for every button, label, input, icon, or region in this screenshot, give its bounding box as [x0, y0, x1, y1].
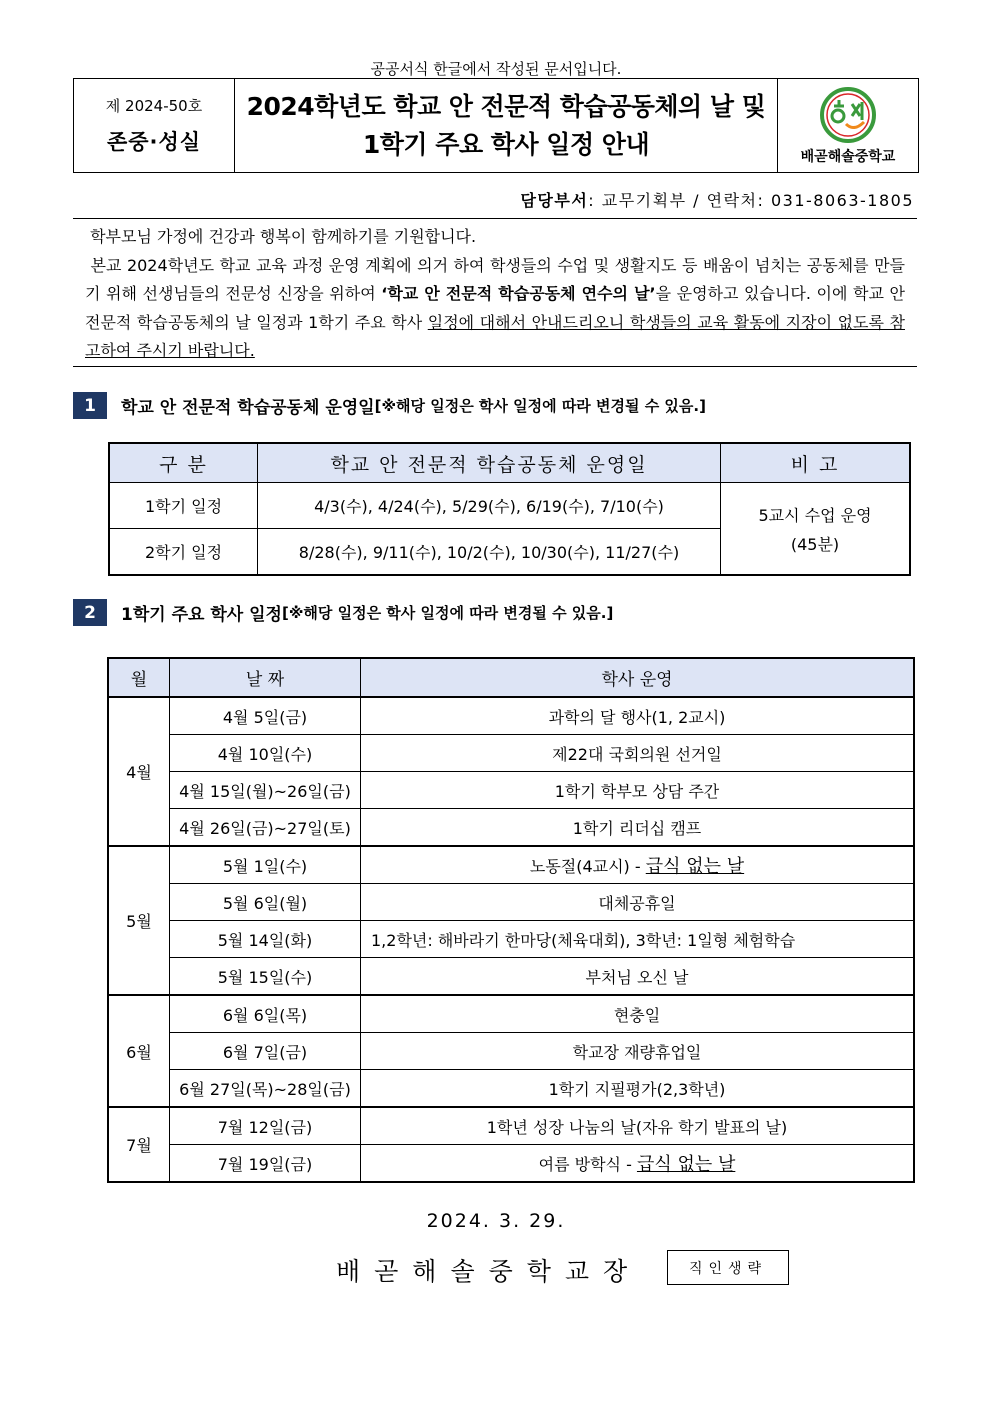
section-2-note: [※해당 일정은 학사 일정에 따라 변경될 수 있음.]: [281, 604, 614, 622]
table-row: [108, 697, 914, 735]
month-cell: 4월: [108, 697, 170, 846]
table-row: [108, 995, 914, 1033]
section-1-note: [※해당 일정은 학사 일정에 따라 변경될 수 있음.]: [374, 397, 706, 415]
month-cell: 6월: [108, 995, 170, 1107]
term-cell: 1학기 일정: [109, 483, 258, 529]
remark-line-2: (45분): [790, 534, 840, 554]
table-row: [108, 921, 914, 958]
intro-greeting-text: 학부모님 가정에 건강과 행복이 함께하기를 기원합니다.: [90, 227, 477, 246]
event-cell: 과학의 달 행사(1, 2교시): [361, 697, 915, 735]
table-row: [108, 884, 914, 921]
table-row: [108, 958, 914, 996]
event-cell: 1학년 성장 나눔의 날(자유 학기 발표의 날): [361, 1107, 915, 1145]
date-cell: 6월 7일(금): [170, 1033, 361, 1070]
date-cell: 6월 27일(목)~28일(금): [170, 1070, 361, 1108]
school-motto: 존중·성실: [106, 130, 202, 154]
dates-cell: 8/28(수), 9/11(수), 10/2(수), 10/30(수), 11/27(수): [258, 529, 721, 576]
plc-schedule-table: [108, 442, 911, 576]
section-1-title: [73, 392, 706, 419]
event-underlined: 급식 없는 날: [636, 1154, 736, 1175]
top-note: 공공서식 한글에서 작성된 문서입니다.: [370, 60, 622, 78]
month-cell: 5월: [108, 846, 170, 995]
table-header: 날 짜: [170, 658, 361, 697]
event-cell: 1,2학년: 해바라기 한마당(체육대회), 3학년: 1일형 체험학습: [361, 921, 915, 958]
document-header: [73, 78, 919, 173]
logo-school-name: 배곧해솔중학교: [800, 148, 896, 165]
header-left: [74, 79, 235, 172]
school-logo: [778, 79, 918, 172]
remark-line-1: 5교시 수업 운영: [758, 505, 872, 525]
event-cell: 현충일: [361, 995, 915, 1033]
document-number: 제 2024-50호: [105, 97, 203, 115]
issue-date: 2024. 3. 29.: [426, 1210, 566, 1232]
section-1-heading: 학교 안 전문적 학습공동체 운영일: [121, 398, 375, 418]
dept-value: : 교무기획부 /: [588, 191, 707, 210]
section-2-title: [73, 599, 613, 626]
school-emblem-icon: [816, 86, 880, 144]
phone-value: : 031-8063-1805: [757, 191, 914, 210]
intro-body-b: 을 운영하고 있습니다. 이에 학교 안 전문적 학습공동체의 날 일정과 1학기 주요 학사: [85, 284, 905, 332]
table-header: 구 분: [109, 443, 258, 483]
table-header: 비 고: [721, 443, 911, 483]
dept-label: 담당부서: [520, 191, 589, 210]
table-header: 월: [108, 658, 170, 697]
intro-body-underlined: 일정에 대해서 안내드리오니 학생들의 교육 활동에 지장이 없도록 참고하여 주시기 바랍니다.: [85, 312, 905, 360]
date-cell: 4월 10일(수): [170, 735, 361, 772]
intro-text: [73, 218, 917, 367]
date-cell: 4월 15일(월)~26일(금): [170, 772, 361, 809]
date-cell: 7월 19일(금): [170, 1145, 361, 1183]
event-text: 여름 방학식 -: [538, 1155, 637, 1174]
phone-label: 연락처: [706, 191, 758, 210]
table-row: [108, 1145, 914, 1183]
month-cell: 7월: [108, 1107, 170, 1182]
event-cell: 제22대 국회의원 선거일: [361, 735, 915, 772]
table-row: [108, 772, 914, 809]
date-cell: 5월 14일(화): [170, 921, 361, 958]
remark-cell: [721, 483, 911, 576]
section-2-heading: 1학기 주요 학사 일정: [121, 605, 282, 625]
seal-omitted-box: 직인생략: [667, 1250, 789, 1285]
event-cell: 부처님 오신 날: [361, 958, 915, 996]
contact-info: [520, 188, 914, 211]
table-row: [109, 483, 910, 529]
date-cell: 6월 6일(목): [170, 995, 361, 1033]
term-cell: 2학기 일정: [109, 529, 258, 576]
table-row: [108, 809, 914, 847]
table-row: [108, 846, 914, 884]
intro-body-bold: ‘학교 안 전문적 학습공동체 연수의 날’: [381, 284, 656, 303]
event-cell: 대체공휴일: [361, 884, 915, 921]
date-cell: 7월 12일(금): [170, 1107, 361, 1145]
title-line-2: 1학기 주요 학사 일정 안내: [362, 129, 650, 159]
section-2-number: 2: [73, 599, 107, 626]
date-cell: 5월 1일(수): [170, 846, 361, 884]
section-1-number: 1: [73, 392, 107, 419]
event-cell: 학교장 재량휴업일: [361, 1033, 915, 1070]
document-title: [235, 79, 778, 172]
table-row: [108, 1033, 914, 1070]
table-row: [108, 735, 914, 772]
event-cell: 1학기 리더십 캠프: [361, 809, 915, 847]
table-header: 학사 운영: [361, 658, 915, 697]
intro-body-a: 본교 2024학년도 학교 교육 과정 운영 계획에 의거 하여 학생들의 수업 및 생활지도 등 배움이 넘치는 공동체를 만들기 위해 선생님들의 전문성 신장을 위하여: [85, 255, 905, 303]
title-line-1: 2024학년도 학교 안 전문적 학습공동체의 날 및: [246, 91, 766, 121]
academic-schedule-table: [107, 657, 915, 1183]
event-cell: 1학기 학부모 상담 주간: [361, 772, 915, 809]
table-row: [108, 1070, 914, 1108]
date-cell: 5월 6일(월): [170, 884, 361, 921]
date-cell: 4월 26일(금)~27일(토): [170, 809, 361, 847]
principal-name: 배곧해솔중학교장: [336, 1257, 642, 1286]
table-header: 학교 안 전문적 학습공동체 운영일: [258, 443, 721, 483]
intro-body: [85, 252, 905, 366]
event-cell: 1학기 지필평가(2,3학년): [361, 1070, 915, 1108]
event-cell: [361, 1145, 915, 1183]
event-cell: [361, 846, 915, 884]
table-row: [108, 1107, 914, 1145]
event-underlined: 급식 없는 날: [645, 856, 745, 877]
date-cell: 4월 5일(금): [170, 697, 361, 735]
event-text: 노동절(4교시) -: [529, 857, 646, 876]
date-cell: 5월 15일(수): [170, 958, 361, 996]
intro-greeting: [85, 223, 905, 252]
dates-cell: 4/3(수), 4/24(수), 5/29(수), 6/19(수), 7/10(수): [258, 483, 721, 529]
